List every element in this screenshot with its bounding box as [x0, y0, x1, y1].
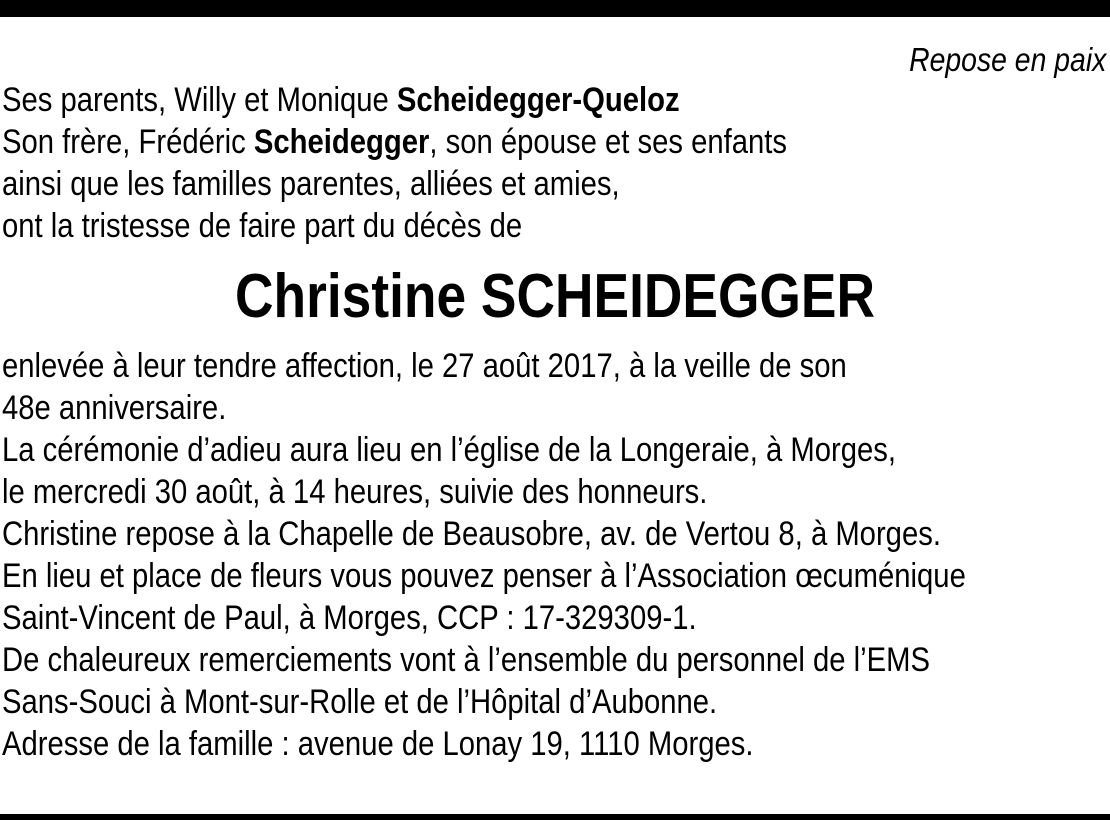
- body-line: Christine repose à la Chapelle de Beausobre, av. de Vertou 8, à Morges.: [2, 515, 941, 553]
- body-line: La cérémonie d’adieu aura lieu en l’église de la Longeraie, à Morges,: [2, 431, 897, 469]
- body-line: Adresse de la famille : avenue de Lonay 19, 1110 Morges.: [2, 725, 754, 763]
- intro-line-announcement: ont la tristesse de faire part du décès de: [2, 207, 523, 245]
- body-line: De chaleureux remerciements vont à l’ensemble du personnel de l’EMS: [2, 641, 931, 679]
- intro-line-parents: [2, 79, 680, 121]
- top-border-rule: [0, 0, 1110, 17]
- body-line: Saint-Vincent de Paul, à Morges, CCP : 17-329309-1.: [2, 599, 697, 637]
- body-line: 48e anniversaire.: [2, 389, 227, 427]
- body-line: le mercredi 30 août, à 14 heures, suivie des honneurs.: [2, 473, 708, 511]
- intro-line-parents-text: Ses parents, Willy et Monique: [2, 81, 397, 119]
- body-line: Sans-Souci à Mont-sur-Rolle et de l’Hôpital d’Aubonne.: [2, 683, 718, 721]
- intro-line-families: ainsi que les familles parentes, alliées et amies,: [2, 165, 620, 203]
- intro-line-brother-text: Son frère, Frédéric: [2, 123, 254, 161]
- body-line: enlevée à leur tendre affection, le 27 août 2017, à la veille de son: [2, 347, 847, 385]
- brother-surname: Scheidegger: [253, 123, 430, 161]
- bottom-border-rule: [0, 814, 1110, 820]
- intro-line-brother-suffix: , son épouse et ses enfants: [429, 123, 788, 161]
- parents-surname: Scheidegger-Queloz: [396, 81, 680, 119]
- intro-line-brother: [2, 121, 787, 163]
- tagline: Repose en paix: [908, 41, 1106, 78]
- body-line: En lieu et place de fleurs vous pouvez penser à l’Association œcuménique: [2, 557, 966, 595]
- deceased-name: Christine SCHEIDEGGER: [235, 262, 875, 331]
